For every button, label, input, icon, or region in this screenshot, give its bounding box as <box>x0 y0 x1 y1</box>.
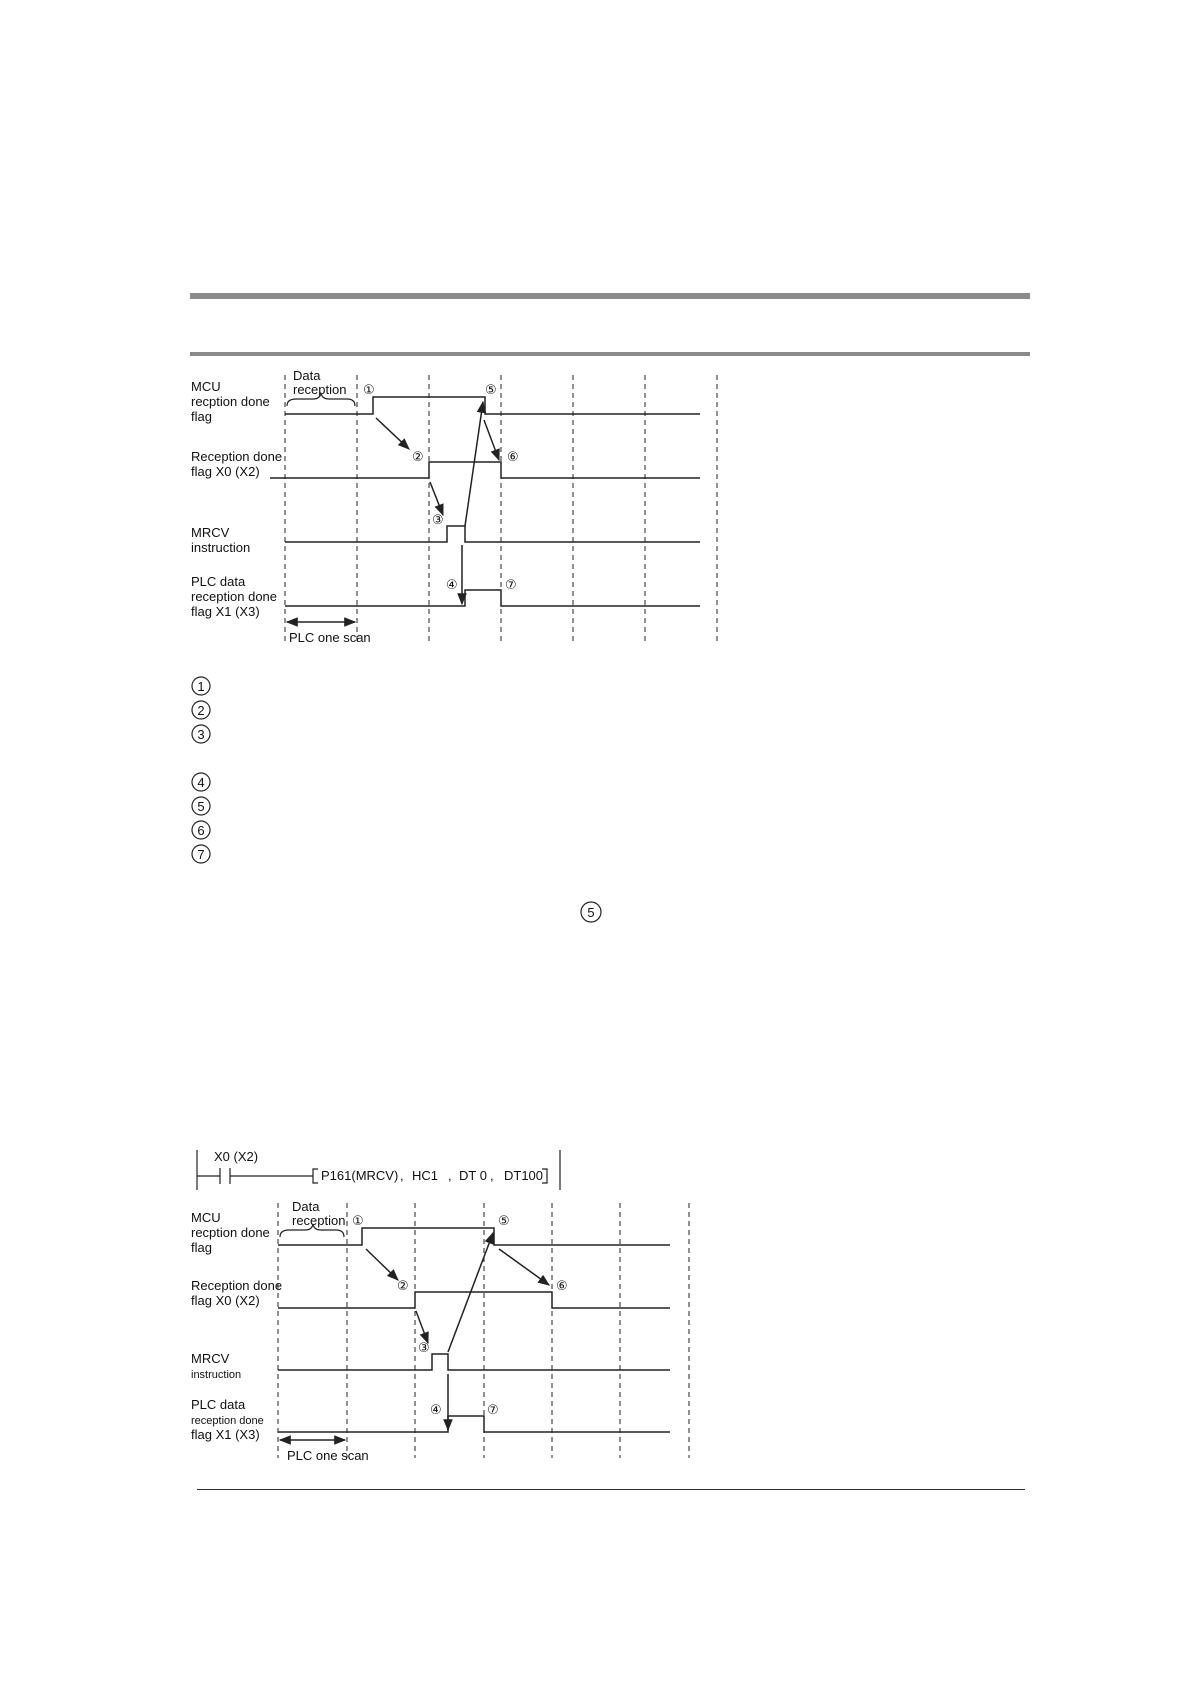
operand-separator-2: , <box>448 1168 452 1183</box>
legend-item-5 <box>192 797 210 815</box>
operand-dt0: DT 0 <box>459 1168 487 1183</box>
waveform-plc-done-flag-2 <box>278 1416 670 1432</box>
legend-item-7 <box>192 845 210 863</box>
data-reception-label-2: Data reception <box>292 1199 346 1228</box>
legend-item-4 <box>192 773 210 791</box>
step-2-marker-2: ② <box>397 1278 409 1293</box>
signal-label-mcu: MCU recption done flag <box>191 379 270 424</box>
arrow-step-5-to-6 <box>484 420 499 460</box>
signal-label-mrcv-2: MRCV instruction <box>191 1351 242 1381</box>
waveform-mrcv-instruction <box>285 526 700 542</box>
step-1-marker: ① <box>363 382 375 397</box>
step-4-marker-2: ④ <box>430 1402 442 1417</box>
operand-dt100: DT100 <box>504 1168 544 1183</box>
signal-label-reception-done: Reception done flag X0 (X2) <box>191 449 283 479</box>
scan-label-2: PLC one scan <box>287 1448 369 1463</box>
step-1-marker-2: ① <box>352 1213 364 1228</box>
timing-diagram-1 <box>191 368 717 645</box>
legend-item-3 <box>192 725 210 743</box>
step-3-marker: ③ <box>432 512 444 527</box>
legend-item-2 <box>192 701 210 719</box>
signal-label-mrcv: MRCV instruction <box>191 525 251 555</box>
svg-text:1: 1 <box>197 679 205 694</box>
waveform-reception-done-flag <box>270 462 700 478</box>
contact-label: X0 (X2) <box>214 1149 259 1164</box>
svg-text:4: 4 <box>197 775 205 790</box>
step-6-marker-2: ⑥ <box>556 1278 568 1293</box>
legend-item-6 <box>192 821 210 839</box>
signal-label-plc-done: PLC data reception done flag X1 (X3) <box>191 574 278 619</box>
step-6-marker: ⑥ <box>507 449 519 464</box>
step-legend <box>192 677 601 922</box>
operand-hc1: HC1 <box>412 1168 439 1183</box>
svg-text:6: 6 <box>197 823 205 838</box>
arrow-step-2-to-3 <box>430 482 443 515</box>
step-3-marker-2: ③ <box>418 1340 430 1355</box>
step-7-marker-2: ⑦ <box>487 1402 499 1417</box>
arrow-step-3-to-5 <box>465 402 483 526</box>
instruction-open-bracket <box>313 1169 318 1183</box>
scan-label: PLC one scan <box>289 630 371 645</box>
footer-rule <box>197 1489 1025 1490</box>
inline-step-5-reference <box>581 902 601 922</box>
instruction-name: P161(MRCV) <box>321 1168 399 1183</box>
data-reception-label: Data reception <box>293 368 347 397</box>
step-2-marker: ② <box>412 449 424 464</box>
operand-separator-3: , <box>490 1168 494 1183</box>
svg-text:2: 2 <box>197 703 205 718</box>
svg-text:3: 3 <box>197 727 205 742</box>
signal-label-mcu-2: MCU recption done flag <box>191 1210 270 1255</box>
svg-text:7: 7 <box>197 847 205 862</box>
step-5-marker-2: ⑤ <box>498 1213 510 1228</box>
svg-text:5: 5 <box>587 905 595 920</box>
waveform-reception-done-flag-2 <box>278 1292 670 1308</box>
arrow2-step-5-to-6 <box>499 1249 549 1285</box>
signal-label-plc-done-2: PLC data reception done flag X1 (X3) <box>191 1397 264 1442</box>
step-7-marker: ⑦ <box>505 577 517 592</box>
ladder-rung <box>197 1149 560 1190</box>
operand-separator-1: , <box>400 1168 404 1183</box>
arrow-step-1-to-2 <box>376 418 409 449</box>
svg-text:5: 5 <box>197 799 205 814</box>
waveform-plc-done-flag <box>285 590 700 606</box>
legend-item-1 <box>192 677 210 695</box>
step-5-marker: ⑤ <box>485 382 497 397</box>
step-4-marker: ④ <box>446 577 458 592</box>
timing-diagram-2 <box>191 1199 689 1463</box>
arrow2-step-1-to-2 <box>366 1249 398 1280</box>
waveform-mrcv-instruction-2 <box>278 1354 670 1370</box>
signal-label-reception-done-2: Reception done flag X0 (X2) <box>191 1278 283 1308</box>
arrow2-step-2-to-3 <box>416 1311 428 1343</box>
